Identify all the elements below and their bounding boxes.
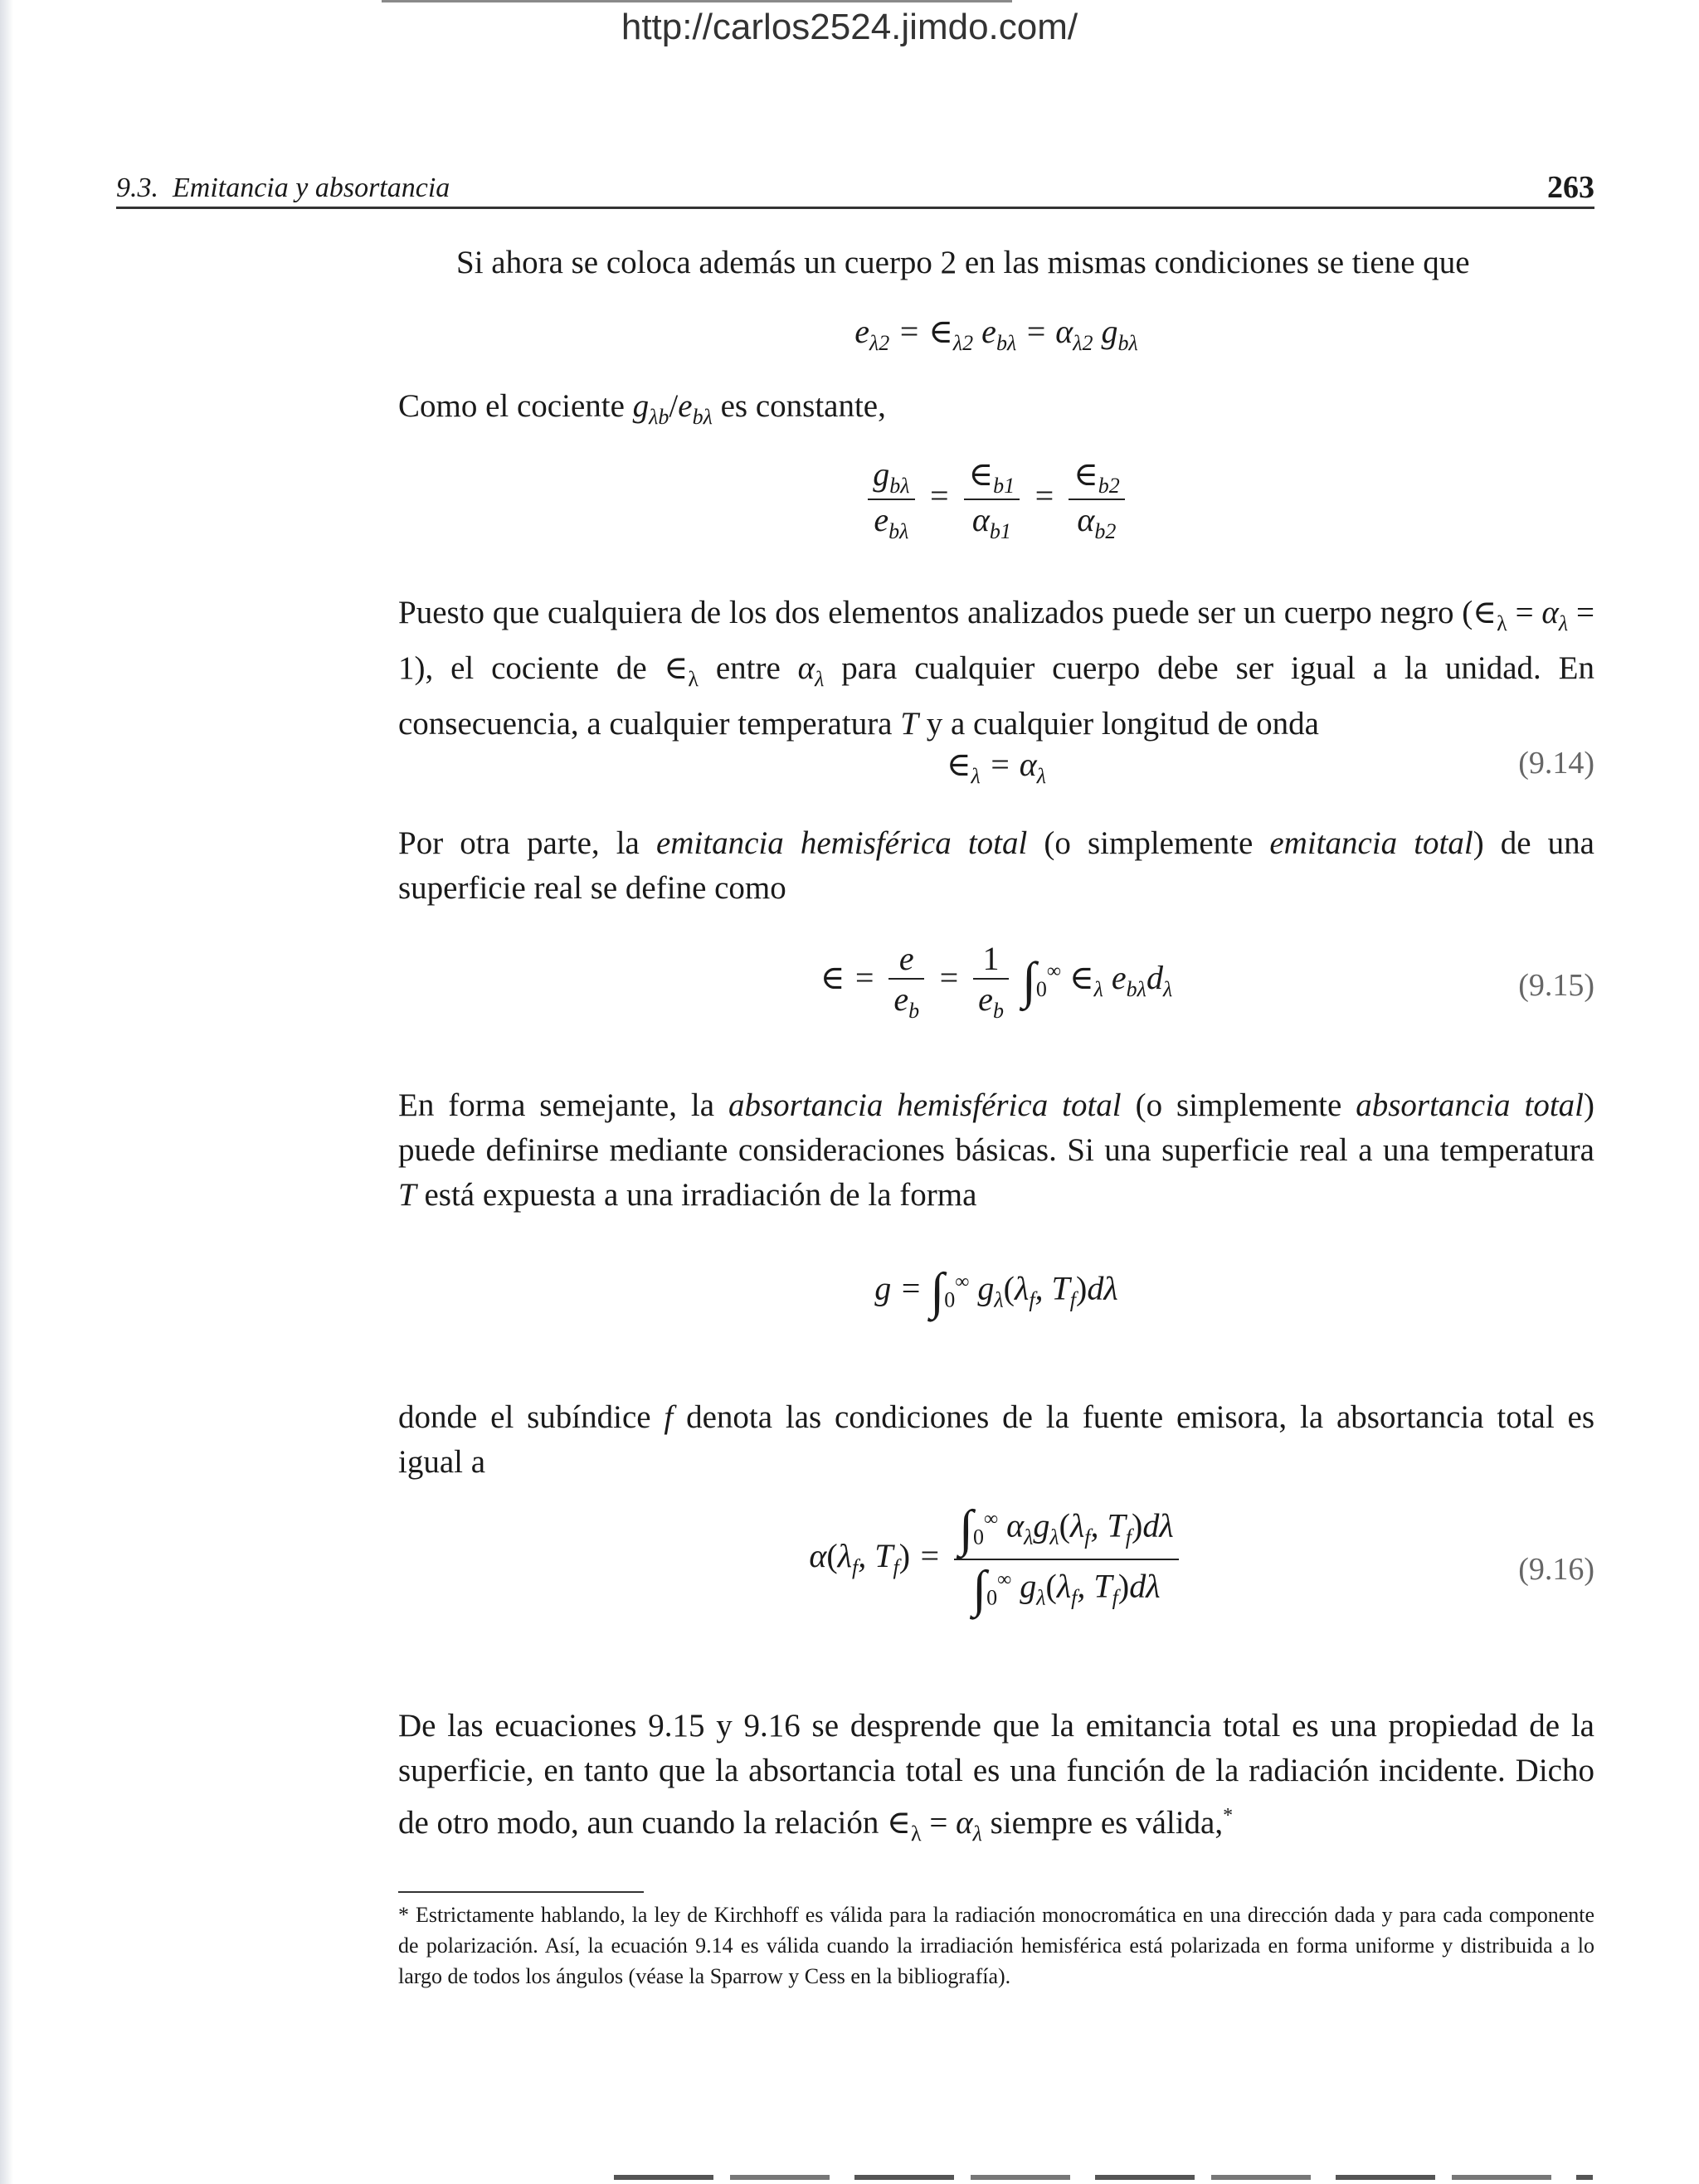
paragraph-4: Por otra parte, la emitancia hemisférica total (o simplemente emitancia total) de una superficie real se define como <box>398 825 1594 906</box>
paragraph-5: En forma semejante, la absortancia hemisférica total (o simplemente absortancia total) puede definirse mediante consideraciones básicas. Si una superficie real a una temperatura T está expuesta a una irradiación de la forma <box>398 1087 1594 1213</box>
paragraph-7: De las ecuaciones 9.15 y 9.16 se desprende que la emitancia total es una propiedad de la superficie, en tanto que la absortancia total es una función de la radiación incidente. Dicho de otro modo, aun cuando la relación $\in_\lambda = \alpha_\lambda$ siempre es válida,* <box>398 1708 1594 1846</box>
equation-number: (9.16) <box>1518 1552 1594 1587</box>
equation-number: (9.14) <box>1518 746 1594 781</box>
page-number: 263 <box>1547 170 1594 205</box>
equation-9-15: ∈ = $\frac{e}{e_b}$ = $\frac{1}{e_b}$ $\int_0^\infty$ $\in_\lambda$ $e_{b\lambda}d_\lambda$ (9.15) <box>820 940 1594 1023</box>
paragraph-1: Si ahora se coloca además un cuerpo 2 en las mismas condiciones se tiene que <box>456 245 1470 280</box>
section-title: 9.3. Emitancia y absortancia <box>116 173 450 203</box>
equation-ratio: $\frac{g_{b\lambda}}{e_{b\lambda}}$ = $\frac{\in_{b1}}{\alpha_{b1}}$ = $\frac{\in_{b2}}{\alpha_{b2}}$ <box>398 455 1594 546</box>
paragraph-6: donde el subíndice f denota las condiciones de la fuente emisora, la absortancia total es igual a <box>398 1399 1594 1480</box>
scan-bottom-edge <box>614 2175 1593 2180</box>
paragraph-2: Como el cociente $g_{\lambda b}/e_{b\lambda}$ es constante, <box>398 388 886 429</box>
paragraph-3: Puesto que cualquiera de los dos elementos analizados puede ser un cuerpo negro $(\in_\lambda = \alpha_\lambda = 1)$, el cociente de $\in_\lambda$ entre $\alpha_\lambda$ para cualquier cuerpo debe ser igual a la unidad. En consecuencia, a cualquier temperatura T y a cualquier longitud de onda <box>398 595 1595 742</box>
footnote-rule <box>398 1891 644 1893</box>
running-header <box>116 163 1594 209</box>
source-url[interactable]: http://carlos2524.jimdo.com/ <box>621 7 1078 47</box>
equation-9-14: $\in_\lambda = \alpha_\lambda$ (9.14) <box>946 746 1594 788</box>
equation-number: (9.15) <box>1518 968 1594 1003</box>
header-rule <box>116 207 1594 209</box>
footnote: * Estrictamente hablando, la ley de Kirchhoff es válida para la radiación monocromática en una dirección dada y para cada componente de polarización. Así, la ecuación 9.14 es válida cuando la irradiación hemisférica está polarizada en forma uniforme y distribuida a lo largo de todos los ángulos (véase la Sparrow y Cess en la bibliografía). <box>398 1903 1594 1988</box>
equation-body-2: $e_{\lambda 2}$ = $\in_{\lambda 2}$ $e_{b\lambda} = \alpha_{\lambda 2}$ $g_{b\lambda}$ <box>854 313 1138 355</box>
scan-edge-shadow <box>0 0 13 2184</box>
equation-9-16: $\alpha(\lambda_f$, $T_f$) = $\frac{\int_0^\infty \alpha_\lambda g_\lambda(\lambda_f, T_f)d\lambda}{\int_0^\infty g_\lambda(\lambda_f, T_f)d\lambda}$ (9.16) <box>809 1501 1594 1617</box>
equation-irradiation: $g = \int_0^\infty$ $g_\lambda(\lambda_f$, $T_f)d\lambda$ <box>874 1263 1118 1320</box>
scan-top-line <box>382 0 1012 2</box>
